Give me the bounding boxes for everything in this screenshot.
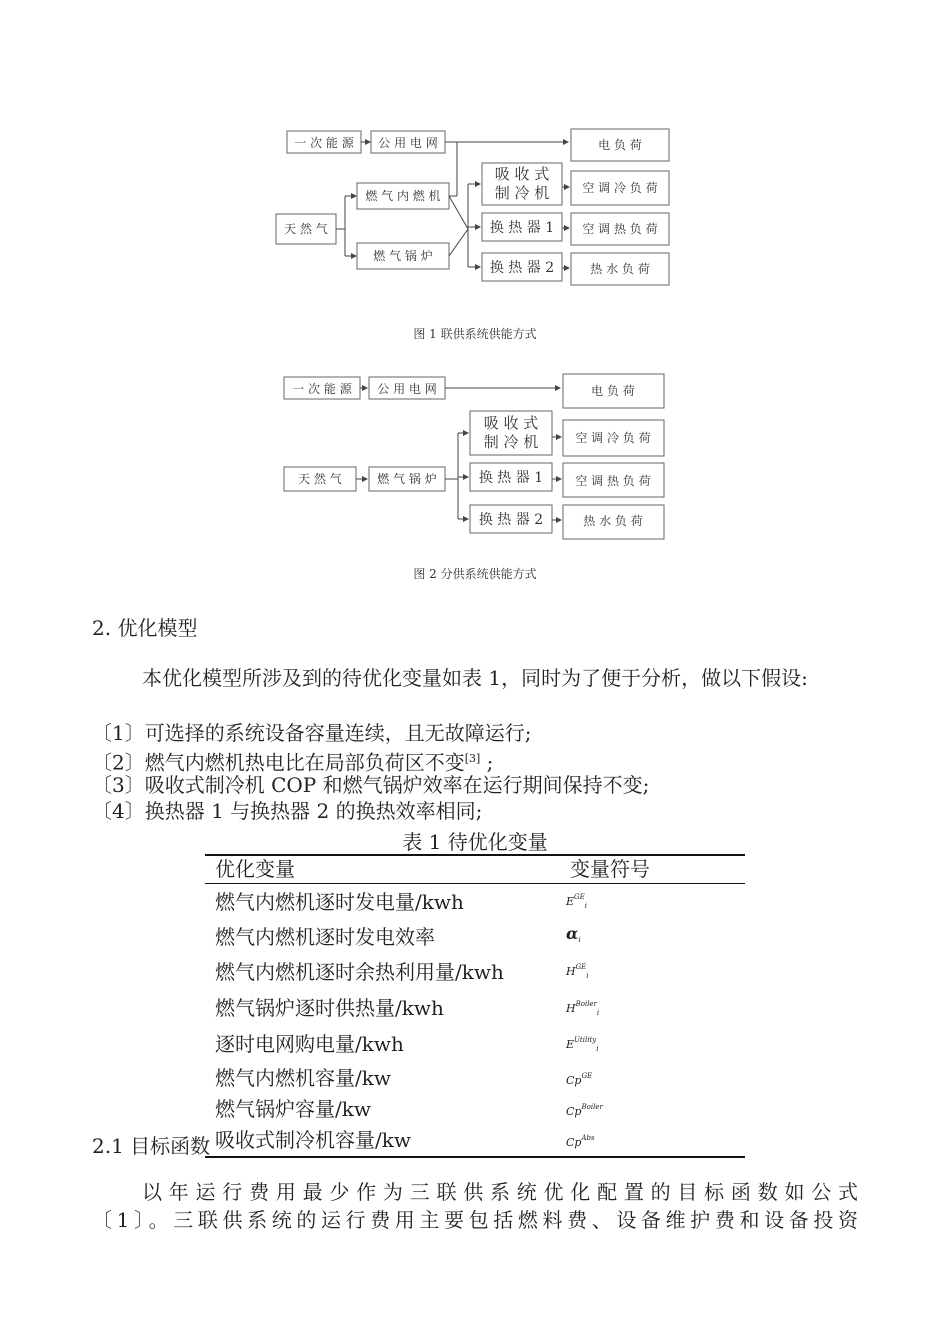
table-row: [205, 1027, 745, 1063]
assumption-3: 〔3〕吸收式制冷机 COP 和燃气锅炉效率在运行期间保持不变;: [92, 773, 650, 797]
symbol-subscript: i: [584, 902, 587, 911]
variable-label: 燃气内燃机逐时发电效率: [215, 924, 435, 949]
f1-hot-water-load: 热 水 负 荷: [590, 262, 650, 276]
f1-absorption-2: 制 冷 机: [494, 184, 550, 202]
f1-gas-boiler: 燃 气 锅 炉: [373, 249, 433, 263]
variable-label: 燃气锅炉逐时供热量/kwh: [215, 996, 444, 1021]
f2-absorption-2: 制 冷 机: [483, 433, 539, 451]
table-row: [205, 920, 745, 954]
symbol-base: E: [566, 1037, 575, 1051]
figure-1-caption: 图 1 联供系统供能方式: [413, 327, 537, 341]
symbol-base: Cp: [566, 1073, 582, 1087]
assumption-1: 〔1〕可选择的系统设备容量连续，且无故障运行;: [92, 721, 532, 745]
section-2-heading: 2. 优化模型: [92, 616, 198, 640]
variable-symbol: [560, 991, 745, 1027]
variable-label: 逐时电网购电量/kwh: [215, 1032, 404, 1057]
symbol-subscript: i: [596, 1008, 600, 1017]
f1-absorption-1: 吸 收 式: [494, 165, 550, 183]
symbol-base: H: [566, 965, 576, 979]
symbol-base: H: [566, 1001, 576, 1015]
variable-label: 燃气内燃机逐时发电量/kwh: [215, 889, 464, 914]
f1-ac-cool-load: 空 调 冷 负 荷: [582, 181, 658, 195]
assumption-2-text: 〔2〕燃气内燃机热电比在局部负荷区不变: [92, 750, 465, 775]
section-2-1-line-2: 〔1〕。三联供系统的运行费用主要包括燃料费、设备维护费和设备投资: [92, 1208, 858, 1232]
variable-label: 燃气内燃机容量/kw: [215, 1065, 391, 1090]
variable-symbol: [560, 1063, 745, 1094]
symbol-subscript: i: [596, 1044, 599, 1053]
variable-symbol: [560, 954, 745, 990]
figure-2-caption: 图 2 分供系统供能方式: [413, 567, 537, 581]
section-2-1-heading: 2.1 目标函数: [92, 1134, 211, 1158]
table-header-row: [205, 855, 745, 884]
variable-symbol: [560, 920, 745, 954]
figure-2-diagram: [0, 370, 950, 550]
variable-symbol: [560, 1094, 745, 1125]
f1-natural-gas: 天 然 气: [284, 222, 328, 236]
table-1-caption: 表 1 待优化变量: [402, 830, 548, 854]
symbol-superscript: GE: [575, 963, 587, 972]
variable-label: 燃气内燃机逐时余热利用量/kwh: [215, 959, 504, 984]
table-row: [205, 884, 745, 921]
f2-natural-gas: 天 然 气: [298, 472, 342, 486]
symbol-superscript: Boiler: [581, 1102, 603, 1111]
header-symbol: 变量符号: [570, 857, 650, 881]
table-row: [205, 1094, 745, 1125]
variable-symbol: [560, 884, 745, 921]
f2-primary-energy: 一 次 能 源: [292, 382, 352, 396]
f1-elec-load: 电 负 荷: [598, 138, 642, 152]
f1-gas-engine: 燃 气 内 燃 机: [365, 189, 441, 203]
f1-ac-heat-load: 空 调 热 负 荷: [582, 222, 658, 236]
variable-label: 燃气锅炉容量/kw: [215, 1096, 371, 1121]
symbol-base: Cp: [566, 1104, 582, 1118]
assumption-4: 〔4〕换热器 1 与换热器 2 的换热效率相同;: [92, 799, 483, 823]
table-row: [205, 1063, 745, 1094]
table-row: [205, 991, 745, 1027]
f2-heat-exchanger-2: 换 热 器 2: [478, 512, 544, 528]
f2-ac-heat-load: 空 调 热 负 荷: [575, 474, 651, 488]
table-row: [205, 954, 745, 990]
symbol-subscript: i: [586, 972, 589, 981]
table-1: [205, 854, 745, 1158]
variable-symbol: [560, 1125, 745, 1157]
f2-gas-boiler: 燃 气 锅 炉: [377, 472, 437, 486]
f2-hot-water-load: 热 水 负 荷: [583, 514, 643, 528]
variable-symbol: [560, 1027, 745, 1063]
variable-label: 吸收式制冷机容量/kw: [215, 1127, 411, 1152]
symbol-base: α: [566, 924, 579, 944]
symbol-subscript: i: [578, 936, 581, 945]
table-row: [205, 1125, 745, 1157]
f2-ac-cool-load: 空 调 冷 负 荷: [575, 431, 651, 445]
f2-grid: 公 用 电 网: [377, 382, 437, 396]
f2-heat-exchanger-1: 换 热 器 1: [478, 470, 544, 486]
section-2-intro: 本优化模型所涉及到的待优化变量如表 1，同时为了便于分析，做以下假设:: [142, 666, 808, 690]
symbol-base: Cp: [566, 1135, 582, 1149]
f2-absorption-1: 吸 收 式: [483, 414, 539, 432]
symbol-superscript: GE: [574, 893, 585, 901]
header-variable: 优化变量: [215, 857, 295, 881]
symbol-superscript: Utility: [574, 1035, 597, 1044]
f1-primary-energy: 一 次 能 源: [294, 136, 354, 150]
symbol-superscript: GE: [581, 1071, 593, 1080]
symbol-base: E: [566, 895, 575, 908]
assumption-2-tail: ;: [480, 750, 494, 775]
f2-elec-load: 电 负 荷: [591, 384, 635, 398]
f1-heat-exchanger-1: 换 热 器 1: [489, 220, 555, 236]
citation-ref[interactable]: [3]: [464, 752, 481, 765]
symbol-superscript: Abs: [581, 1133, 595, 1142]
f1-grid: 公 用 电 网: [378, 136, 438, 150]
section-2-1-line-1: 以年运行费用最少作为三联供系统优化配置的目标函数如公式: [142, 1180, 858, 1204]
symbol-superscript: Boiler: [575, 999, 597, 1008]
f1-heat-exchanger-2: 换 热 器 2: [489, 260, 555, 276]
